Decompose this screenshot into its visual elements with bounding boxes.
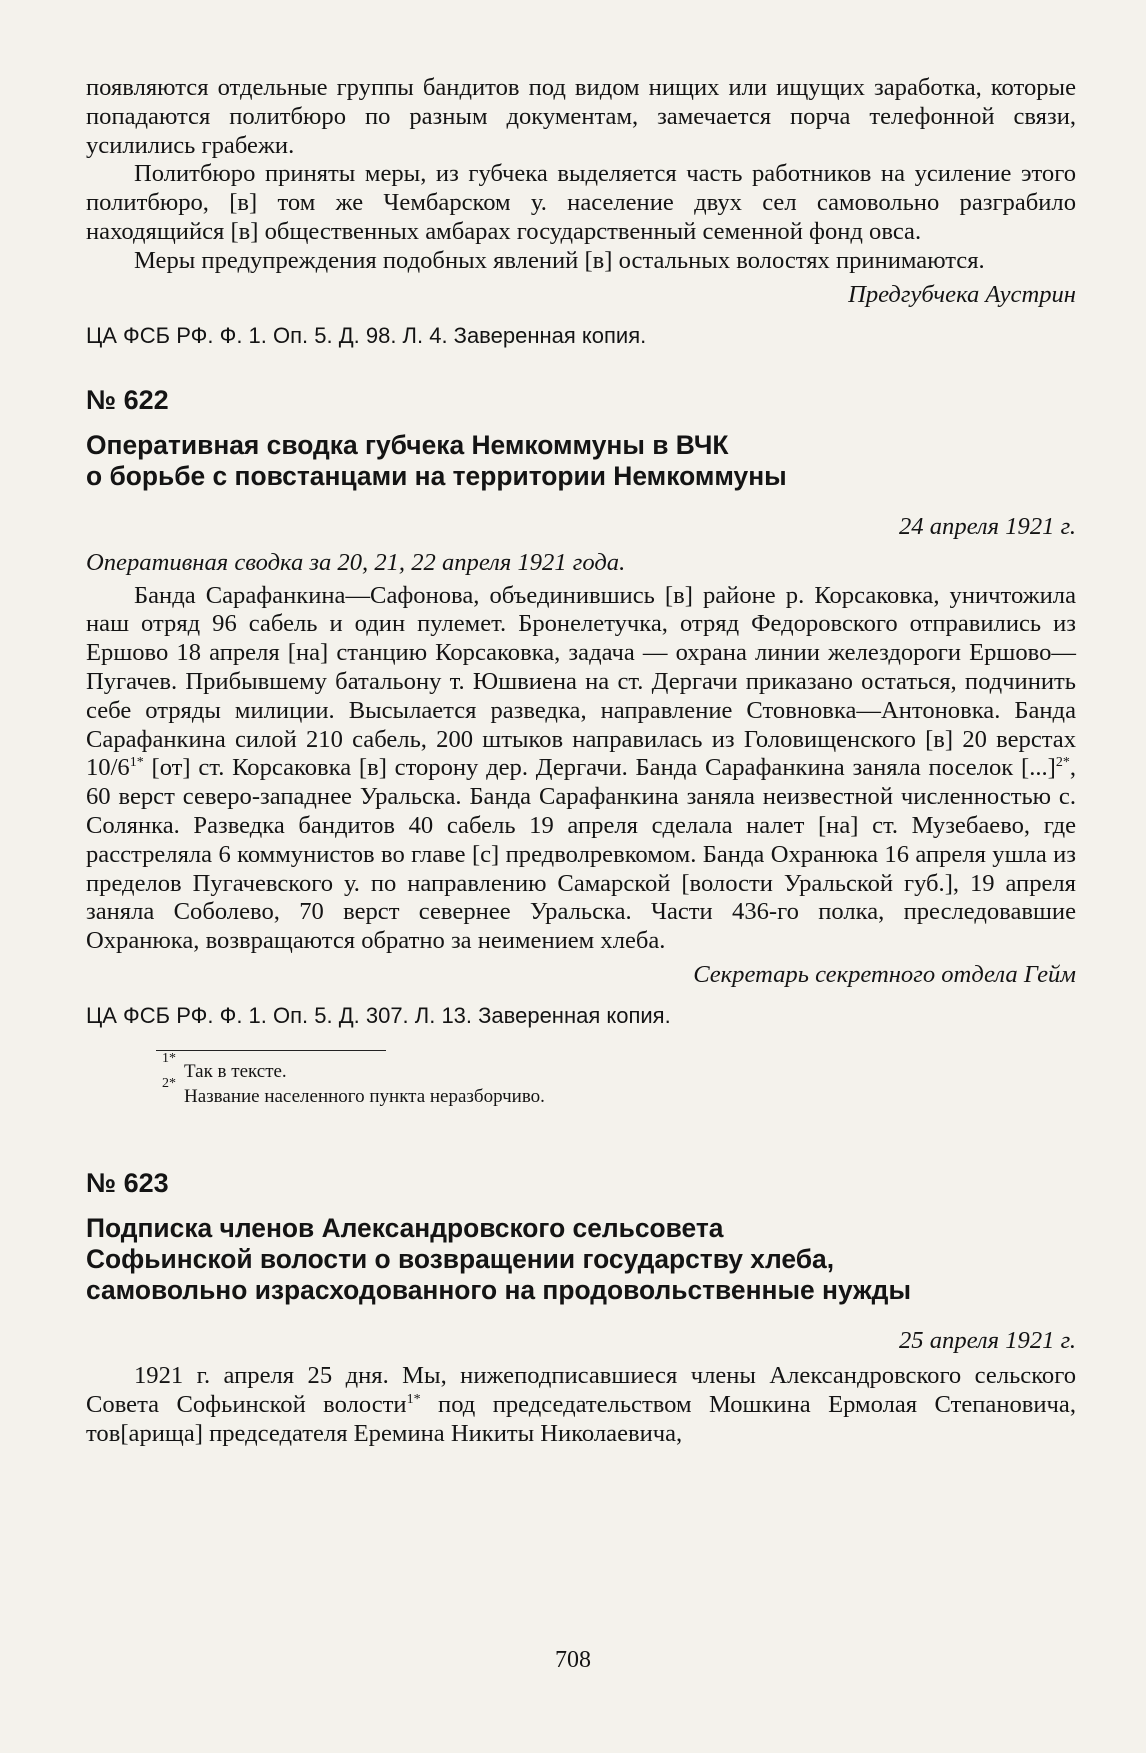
doc-622-archive-reference: ЦА ФСБ РФ. Ф. 1. Оп. 5. Д. 307. Л. 13. Заверенная копия. <box>86 1002 671 1028</box>
doc-623-body-part-1: 1921 г. апреля 25 дня. Мы, нижеподписавшиеся члены Александровского сельского Совета Софьинской волости <box>86 1361 1076 1418</box>
doc-622-title <box>86 430 1076 492</box>
doc-623-title-line-1: Подписка членов Александровского сельсовета <box>86 1212 724 1243</box>
intro-paragraph-1: появляются отдельные группы бандитов под видом нищих или ищущих заработка, которые попадаются политбюро по разным документам, замечается порча телефонной связи, усилились грабежи. <box>86 74 1076 159</box>
doc-622-subtitle: Оперативная сводка за 20, 21, 22 апреля 1921 года. <box>86 548 626 576</box>
doc-623-date: 25 апреля 1921 г. <box>899 1326 1076 1354</box>
intro-signature: Предгубчека Аустрин <box>848 280 1076 308</box>
footnote-ref-1: 1* <box>129 755 144 771</box>
footnote-1-text: Так в тексте. <box>184 1060 287 1082</box>
doc-622-date: 24 апреля 1921 г. <box>899 512 1076 540</box>
footnote-1: 1* Так в тексте. <box>162 1050 287 1082</box>
doc-623-title-line-2: Софьинской волости о возвращении государству хлеба, <box>86 1243 835 1274</box>
doc-623-body-part-2: под председательством Мошкина Ермолая Степановича, тов[арища] председателя Еремина Никиты Николаевича, <box>86 1390 1076 1447</box>
doc-622-body-part-1: Банда Сарафанкина—Сафонова, объединившись [в] районе р. Корсаковка, уничтожила наш отряд 96 сабель и один пулемет. Бронелетучка, отряд Федоровского отправились из Ершово 18 апреля [на] станцию Корсаковка, задача — охрана линии желездороги Ершово—Пугачев. Прибывшему батальону т. Юшвиена на ст. Дергачи приказано остаться, подчинить себе отряды милиции. Высылается разведка, направление Стовновка—Антоновка. Банда Сарафанкина силой 210 сабель, 200 штыков направилась из Головищенского [в] 20 верстах 10/6 <box>86 581 1076 782</box>
doc-622-title-line-1: Оперативная сводка губчека Немкоммуны в ВЧК <box>86 429 729 460</box>
intro-archive-reference: ЦА ФСБ РФ. Ф. 1. Оп. 5. Д. 98. Л. 4. Заверенная копия. <box>86 322 647 348</box>
doc-623-footnote-ref-1: 1* <box>406 1391 421 1407</box>
footnote-divider <box>156 1050 386 1051</box>
doc-623-title <box>86 1213 1076 1306</box>
footnote-2-text: Название населенного пункта неразборчиво. <box>184 1085 545 1107</box>
document-622 <box>86 384 1076 1109</box>
footnote-ref-2: 2* <box>1055 755 1070 771</box>
doc-622-body <box>86 582 1076 956</box>
doc-622-body-part-3: , 60 верст северо-западнее Уральска. Банда Сарафанкина заняла неизвестной численностью с. Солянка. Разведка бандитов 40 сабель 19 апреля сделала налет [на] ст. Музебаево, где расстреляла 6 коммунистов во главе [с] предволревкомом. Банда Охранюка 16 апреля ушла из пределов Пугачевского у. по направлению Самарской [волости Уральской губ.], 19 апреля заняла Соболево, 70 верст севернее Уральска. Части 436-го полка, преследовавшие Охранюка, возвращаются обратно за неимением хлеба. <box>86 754 1076 955</box>
doc-623-number: № 623 <box>86 1167 169 1198</box>
intro-paragraph-2: Политбюро приняты меры, из губчека выделяется часть работников на усиление этого политбюро, [в] том же Чембарском у. население двух сел самовольно разграбило находящийся [в] общественных амбарах государственный семенной фонд овса. <box>86 160 1076 245</box>
page-number: 708 <box>555 1647 591 1673</box>
doc-622-signature: Секретарь секретного отдела Гейм <box>693 960 1076 988</box>
document-623 <box>86 1167 1076 1448</box>
doc-622-title-line-2: о борьбе с повстанцами на территории Немкоммуны <box>86 460 787 491</box>
intro-paragraph-3: Меры предупреждения подобных явлений [в] остальных волостях принимаются. <box>134 246 985 274</box>
doc-622-body-part-2: [от] ст. Корсаковка [в] сторону дер. Дергачи. Банда Сарафанкина заняла поселок [...] <box>143 754 1056 782</box>
doc-623-title-line-3: самовольно израсходованного на продовольственные нужды <box>86 1274 911 1305</box>
doc-623-body <box>86 1362 1076 1448</box>
doc-622-number: № 622 <box>86 384 169 415</box>
footnote-2: 2* Название населенного пункта неразборчиво. <box>162 1075 545 1107</box>
